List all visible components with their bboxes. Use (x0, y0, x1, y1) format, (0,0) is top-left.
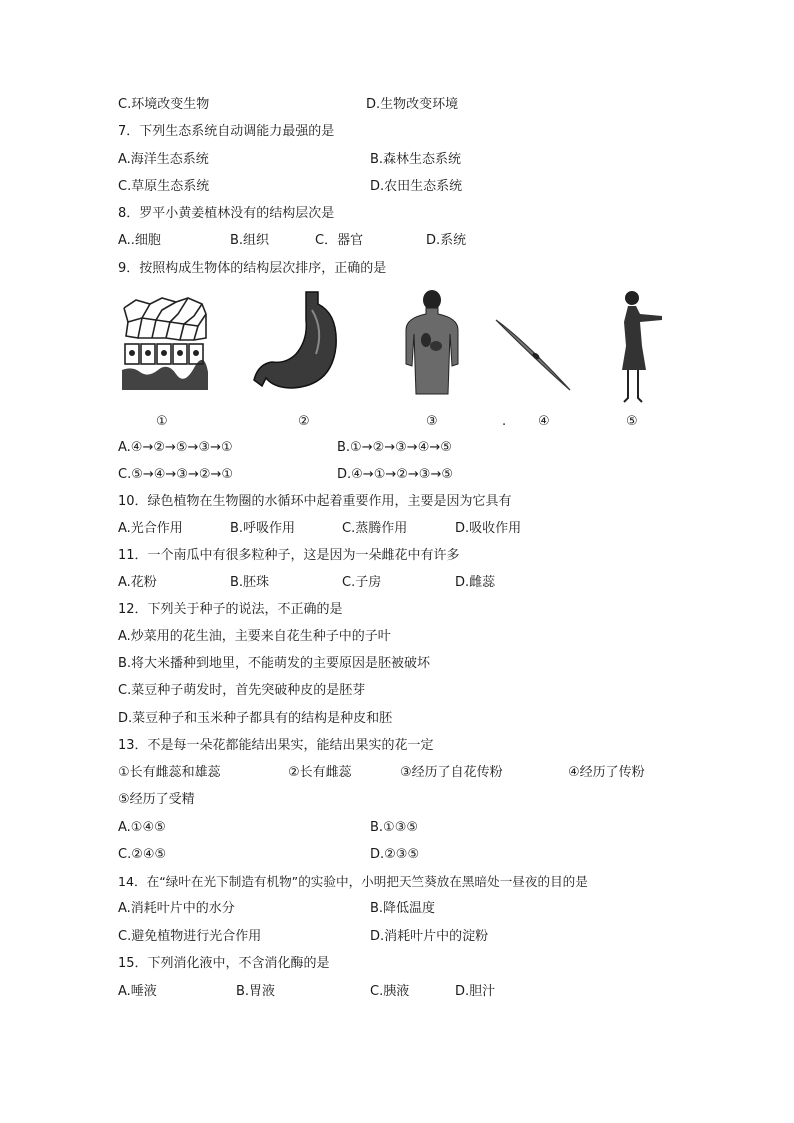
human-body-illustration (402, 290, 462, 430)
q8-option-b: B.组织 (230, 233, 270, 248)
q12-option-a: A.炒菜用的花生油，主要来自花生种子中的子叶 (118, 629, 391, 644)
q7-stem: 7．下列生态系统自动调能力最强的是 (118, 124, 335, 139)
figure-label-3: ③ (426, 414, 438, 429)
q13-option-c: C.②④⑤ (118, 847, 167, 862)
q9-option-b: B.①→②→③→④→⑤ (337, 440, 452, 455)
q11-option-d: D.雌蕊 (455, 575, 496, 590)
q14-option-c: C.避免植物进行光合作用 (118, 929, 262, 944)
q10-stem: 10．绿色植物在生物圈的水循环中起着重要作用，主要是因为它具有 (118, 494, 512, 509)
q10-option-d: D.吸收作用 (455, 521, 522, 536)
cell-illustration (494, 290, 574, 430)
q14-option-a: A.消耗叶片中的水分 (118, 901, 235, 916)
q14-option-b: B.降低温度 (370, 901, 436, 916)
q12-option-c: C.菜豆种子萌发时，首先突破种皮的是胚芽 (118, 683, 366, 698)
q11-option-c: C.子房 (342, 575, 382, 590)
q13-statement-2: ②长有雌蕊 (288, 765, 352, 780)
q8-stem: 8．罗平小黄姜植林没有的结构层次是 (118, 206, 335, 221)
q7-option-d: D.农田生态系统 (370, 179, 463, 194)
q13-statement-3: ③经历了自花传粉 (400, 765, 503, 780)
q15-option-c: C.胰液 (370, 984, 410, 999)
q7-option-c: C.草原生态系统 (118, 179, 210, 194)
figure-label-4: ④ (538, 414, 550, 429)
q13-statement-4: ④经历了传粉 (568, 765, 645, 780)
q11-option-a: A.花粉 (118, 575, 157, 590)
q13-option-b: B.①③⑤ (370, 820, 419, 835)
q10-option-a: A.光合作用 (118, 521, 183, 536)
q15-stem: 15．下列消化液中，不含消化酶的是 (118, 956, 330, 971)
q14-stem: 14．在“绿叶在光下制造有机物”的实验中，小明把天竺葵放在黑暗处一昼夜的目的是 (118, 874, 588, 889)
figure-label-1: ① (156, 414, 168, 429)
q15-option-d: D.胆汁 (455, 984, 496, 999)
tissue-illustration (122, 290, 208, 430)
q11-stem: 11．一个南瓜中有很多粒种子，这是因为一朵雌花中有许多 (118, 548, 460, 563)
q9-stem: 9．按照构成生物体的结构层次排序，正确的是 (118, 261, 387, 276)
q13-stem: 13．不是每一朵花都能结出果实，能结出果实的花一定 (118, 738, 434, 753)
q7-option-a: A.海洋生态系统 (118, 152, 209, 167)
q9-option-c: C.⑤→④→③→②→① (118, 467, 234, 482)
q8-option-a: A..细胞 (118, 233, 161, 248)
q13-statement-1: ①长有雌蕊和雄蕊 (118, 765, 221, 780)
q8-option-c: C．器官 (315, 233, 364, 248)
q15-option-a: A.唾液 (118, 984, 157, 999)
q6-option-d: D.生物改变环境 (366, 97, 459, 112)
q15-option-b: B.胃液 (236, 984, 276, 999)
q13-statement-5: ⑤经历了受精 (118, 792, 195, 807)
q10-option-c: C.蒸腾作用 (342, 521, 408, 536)
q9-option-d: D.④→①→②→③→⑤ (337, 467, 453, 482)
q12-stem: 12．下列关于种子的说法，不正确的是 (118, 602, 343, 617)
q6-option-c: C.环境改变生物 (118, 97, 210, 112)
figure-label-2: ② (298, 414, 310, 429)
q8-option-d: D.系统 (426, 233, 467, 248)
q14-option-d: D.消耗叶片中的淀粉 (370, 929, 489, 944)
q11-option-b: B.胚珠 (230, 575, 270, 590)
figure-label-4-dot: . (502, 414, 507, 429)
stomach-illustration (252, 290, 342, 430)
q13-option-d: D.②③⑤ (370, 847, 420, 862)
person-illustration (618, 290, 666, 430)
q12-option-d: D.菜豆种子和玉米种子都具有的结构是种皮和胚 (118, 711, 393, 726)
q10-option-b: B.呼吸作用 (230, 521, 296, 536)
q7-option-b: B.森林生态系统 (370, 152, 462, 167)
q13-option-a: A.①④⑤ (118, 820, 166, 835)
q12-option-b: B.将大米播种到地里，不能萌发的主要原因是胚被破坏 (118, 656, 431, 671)
figure-label-5: ⑤ (626, 414, 638, 429)
q9-option-a: A.④→②→⑤→③→① (118, 440, 233, 455)
